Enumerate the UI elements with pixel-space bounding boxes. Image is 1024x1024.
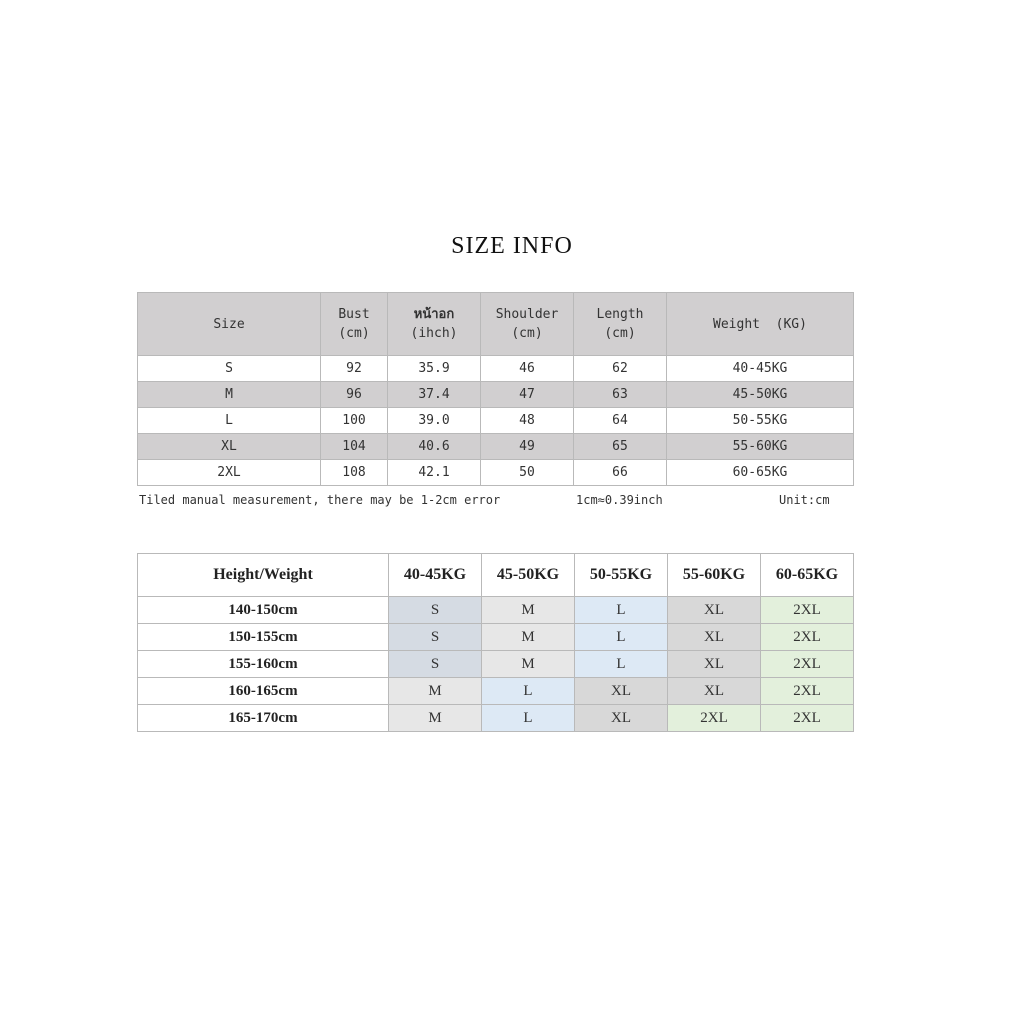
size-cell: XL	[575, 705, 668, 732]
table-row	[138, 356, 854, 382]
size-cell: S	[389, 597, 482, 624]
cell-shoulder: 46	[481, 356, 574, 382]
cell-shoulder: 50	[481, 460, 574, 486]
header-height-weight: Height/Weight	[138, 554, 389, 597]
header-shoulder-label: Shoulder	[495, 307, 559, 322]
height-range: 165-170cm	[138, 705, 389, 732]
cell-weight: 60-65KG	[667, 460, 854, 486]
cell-size: 2XL	[138, 460, 321, 486]
height-range: 160-165cm	[138, 678, 389, 705]
size-cell: 2XL	[761, 624, 854, 651]
size-cell: 2XL	[761, 651, 854, 678]
cell-length: 63	[574, 382, 667, 408]
size-cell: S	[389, 651, 482, 678]
size-cell: 2XL	[668, 705, 761, 732]
size-cell: XL	[668, 624, 761, 651]
cell-size: L	[138, 408, 321, 434]
header-weight: Weight (KG)	[667, 293, 854, 356]
height-range: 150-155cm	[138, 624, 389, 651]
size-cell: M	[482, 651, 575, 678]
cell-shoulder: 49	[481, 434, 574, 460]
cell-bust-cm: 96	[321, 382, 388, 408]
size-cell: L	[482, 678, 575, 705]
cell-size: XL	[138, 434, 321, 460]
table-row	[138, 460, 854, 486]
fit-table	[137, 553, 854, 732]
table-row	[138, 434, 854, 460]
size-cell: M	[389, 678, 482, 705]
page-title: SIZE INFO	[451, 233, 573, 259]
header-bust-label: Bust	[338, 307, 370, 322]
header-bust-unit: (cm)	[338, 326, 370, 341]
height-range: 155-160cm	[138, 651, 389, 678]
cell-bust-inch: 39.0	[388, 408, 481, 434]
size-cell: 2XL	[761, 597, 854, 624]
size-cell: 2XL	[761, 705, 854, 732]
cell-length: 64	[574, 408, 667, 434]
header-bust-thai-label: หน้าอก	[413, 307, 455, 322]
size-cell: M	[482, 624, 575, 651]
cell-size: S	[138, 356, 321, 382]
header-bust-inch	[388, 293, 481, 356]
header-weight-range: 55-60KG	[668, 554, 761, 597]
table-row	[138, 382, 854, 408]
fit-table-header-row	[138, 554, 854, 597]
size-cell: XL	[575, 678, 668, 705]
cell-length: 66	[574, 460, 667, 486]
table-row	[138, 624, 854, 651]
cell-bust-cm: 92	[321, 356, 388, 382]
cell-weight: 40-45KG	[667, 356, 854, 382]
size-cell: M	[482, 597, 575, 624]
cell-length: 65	[574, 434, 667, 460]
header-length	[574, 293, 667, 356]
size-cell: M	[389, 705, 482, 732]
header-weight-range: 50-55KG	[575, 554, 668, 597]
table-row	[138, 705, 854, 732]
cell-weight: 55-60KG	[667, 434, 854, 460]
cell-weight: 45-50KG	[667, 382, 854, 408]
cell-shoulder: 48	[481, 408, 574, 434]
header-shoulder-unit: (cm)	[511, 326, 543, 341]
cell-shoulder: 47	[481, 382, 574, 408]
cell-weight: 50-55KG	[667, 408, 854, 434]
cell-bust-inch: 37.4	[388, 382, 481, 408]
cell-length: 62	[574, 356, 667, 382]
table-row	[138, 651, 854, 678]
header-shoulder	[481, 293, 574, 356]
header-bust-inch-unit: (ihch)	[410, 326, 458, 341]
size-table	[137, 292, 854, 486]
height-range: 140-150cm	[138, 597, 389, 624]
table-row	[138, 678, 854, 705]
header-length-unit: (cm)	[604, 326, 636, 341]
cell-bust-inch: 42.1	[388, 460, 481, 486]
header-weight-range: 45-50KG	[482, 554, 575, 597]
header-bust-cm	[321, 293, 388, 356]
conversion-note: 1cm≈0.39inch	[576, 493, 663, 507]
cell-bust-cm: 104	[321, 434, 388, 460]
cell-bust-inch: 35.9	[388, 356, 481, 382]
cell-bust-cm: 108	[321, 460, 388, 486]
table-row	[138, 597, 854, 624]
size-cell: L	[575, 597, 668, 624]
fit-table-body	[138, 597, 854, 732]
header-weight-range: 40-45KG	[389, 554, 482, 597]
header-size: Size	[138, 293, 321, 356]
size-cell: 2XL	[761, 678, 854, 705]
cell-size: M	[138, 382, 321, 408]
unit-note: Unit:cm	[779, 493, 830, 507]
size-cell: XL	[668, 597, 761, 624]
size-cell: S	[389, 624, 482, 651]
size-cell: L	[482, 705, 575, 732]
cell-bust-cm: 100	[321, 408, 388, 434]
cell-bust-inch: 40.6	[388, 434, 481, 460]
size-cell: L	[575, 651, 668, 678]
size-cell: XL	[668, 678, 761, 705]
header-length-label: Length	[596, 307, 644, 322]
header-weight-range: 60-65KG	[761, 554, 854, 597]
measurement-note: Tiled manual measurement, there may be 1-2cm error	[139, 493, 501, 507]
size-cell: XL	[668, 651, 761, 678]
size-cell: L	[575, 624, 668, 651]
size-table-header-row	[138, 293, 854, 356]
table-row	[138, 408, 854, 434]
